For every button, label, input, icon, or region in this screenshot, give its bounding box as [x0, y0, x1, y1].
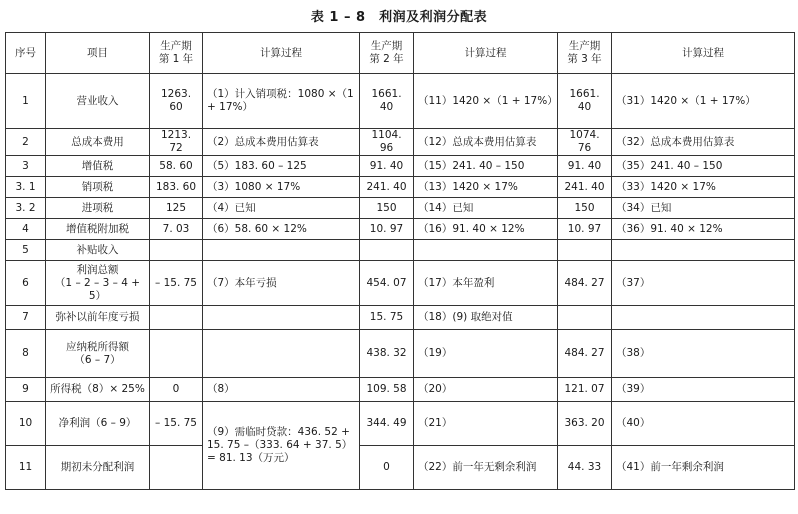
cell-year-1 [150, 240, 203, 261]
cell-year-1 [150, 330, 203, 378]
cell-calc-2: （21） [414, 402, 558, 446]
cell-calc-2: （11）1420 ×（1 + 17%） [414, 74, 558, 129]
cell-calc-3 [612, 306, 795, 330]
cell-item: 增值税 [46, 156, 150, 177]
cell-year-3: 1661. 40 [558, 74, 612, 129]
header-year-2: 生产期 第 2 年 [360, 33, 414, 74]
cell-seq: 10 [6, 402, 46, 446]
cell-calc-2: （14）已知 [414, 198, 558, 219]
table-row [6, 261, 795, 306]
cell-seq: 5 [6, 240, 46, 261]
cell-year-1: 58. 60 [150, 156, 203, 177]
cell-calc-1 [203, 306, 360, 330]
cell-year-1: 1263. 60 [150, 74, 203, 129]
cell-year-2: 1104. 96 [360, 129, 414, 156]
cell-year-2: 1661. 40 [360, 74, 414, 129]
cell-calc-1: （4）已知 [203, 198, 360, 219]
cell-calc-3: （37） [612, 261, 795, 306]
cell-calc-3: （35）241. 40 – 150 [612, 156, 795, 177]
cell-item: 净利润（6 – 9） [46, 402, 150, 446]
header-calc-2: 计算过程 [414, 33, 558, 74]
table-row [6, 330, 795, 378]
cell-year-3: 484. 27 [558, 261, 612, 306]
cell-seq: 3. 2 [6, 198, 46, 219]
cell-year-3: 150 [558, 198, 612, 219]
table-row [6, 74, 795, 129]
cell-calc-1: （3）1080 × 17% [203, 177, 360, 198]
cell-calc-3: （39） [612, 378, 795, 402]
cell-calc-2: （12）总成本费用估算表 [414, 129, 558, 156]
cell-seq: 11 [6, 446, 46, 490]
cell-year-3: 484. 27 [558, 330, 612, 378]
cell-calc-1: （6）58. 60 × 12% [203, 219, 360, 240]
cell-calc-1: （2）总成本费用估算表 [203, 129, 360, 156]
table-row [6, 240, 795, 261]
table-row [6, 129, 795, 156]
cell-calc-2: （19） [414, 330, 558, 378]
cell-calc-2: （22）前一年无剩余利润 [414, 446, 558, 490]
cell-year-1 [150, 446, 203, 490]
cell-year-1: – 15. 75 [150, 402, 203, 446]
cell-seq: 9 [6, 378, 46, 402]
cell-calc-2: （13）1420 × 17% [414, 177, 558, 198]
cell-year-3: 91. 40 [558, 156, 612, 177]
cell-year-2 [360, 240, 414, 261]
cell-year-2: 91. 40 [360, 156, 414, 177]
cell-year-2: 0 [360, 446, 414, 490]
cell-year-2: 454. 07 [360, 261, 414, 306]
cell-item: 营业收入 [46, 74, 150, 129]
cell-year-2: 10. 97 [360, 219, 414, 240]
profit-distribution-table [5, 32, 795, 490]
header-row [6, 33, 795, 74]
cell-calc-3: （41）前一年剩余利润 [612, 446, 795, 490]
cell-calc-3: （36）91. 40 × 12% [612, 219, 795, 240]
cell-year-3: 44. 33 [558, 446, 612, 490]
cell-year-2: 241. 40 [360, 177, 414, 198]
cell-calc-1-merged: （9）需临时贷款：436. 52 + 15. 75 –（333. 64 + 37. 5）= 81. 13（万元） [203, 402, 360, 490]
header-seq: 序号 [6, 33, 46, 74]
table-row [6, 378, 795, 402]
cell-year-1: 7. 03 [150, 219, 203, 240]
cell-seq: 6 [6, 261, 46, 306]
cell-calc-3: （40） [612, 402, 795, 446]
cell-year-3: 363. 20 [558, 402, 612, 446]
cell-calc-3: （31）1420 ×（1 + 17%） [612, 74, 795, 129]
cell-item: 利润总额 （1 – 2 – 3 – 4 + 5） [46, 261, 150, 306]
cell-year-3: 121. 07 [558, 378, 612, 402]
cell-item: 所得税（8）× 25% [46, 378, 150, 402]
table-row [6, 446, 795, 490]
cell-item: 补贴收入 [46, 240, 150, 261]
header-calc-1: 计算过程 [203, 33, 360, 74]
cell-calc-2: （20） [414, 378, 558, 402]
cell-year-1: 125 [150, 198, 203, 219]
cell-calc-3 [612, 240, 795, 261]
cell-calc-2: （16）91. 40 × 12% [414, 219, 558, 240]
cell-year-1: 1213. 72 [150, 129, 203, 156]
table-row [6, 402, 795, 446]
table-row [6, 306, 795, 330]
cell-item: 弥补以前年度亏损 [46, 306, 150, 330]
cell-seq: 3 [6, 156, 46, 177]
cell-calc-3: （34）已知 [612, 198, 795, 219]
cell-item: 销项税 [46, 177, 150, 198]
cell-item: 总成本费用 [46, 129, 150, 156]
cell-calc-1: （8） [203, 378, 360, 402]
cell-calc-1: （5）183. 60 – 125 [203, 156, 360, 177]
cell-seq: 1 [6, 74, 46, 129]
cell-seq: 3. 1 [6, 177, 46, 198]
table-title: 表 1 – 8 利润及利润分配表 [310, 10, 488, 25]
cell-calc-2 [414, 240, 558, 261]
cell-item: 增值税附加税 [46, 219, 150, 240]
table-row [6, 198, 795, 219]
cell-year-1 [150, 306, 203, 330]
cell-year-3: 1074. 76 [558, 129, 612, 156]
cell-calc-3: （33）1420 × 17% [612, 177, 795, 198]
cell-year-1: 183. 60 [150, 177, 203, 198]
cell-calc-3: （32）总成本费用估算表 [612, 129, 795, 156]
cell-year-3 [558, 306, 612, 330]
cell-year-3: 241. 40 [558, 177, 612, 198]
cell-year-2: 109. 58 [360, 378, 414, 402]
header-year-1: 生产期 第 1 年 [150, 33, 203, 74]
cell-year-2: 150 [360, 198, 414, 219]
header-item: 项目 [46, 33, 150, 74]
cell-calc-1: （1）计入销项税：1080 ×（1 + 17%） [203, 74, 360, 129]
cell-calc-2: （17）本年盈利 [414, 261, 558, 306]
table-row [6, 219, 795, 240]
header-year-3: 生产期 第 3 年 [558, 33, 612, 74]
cell-calc-2: （15）241. 40 – 150 [414, 156, 558, 177]
cell-year-2: 15. 75 [360, 306, 414, 330]
header-calc-3: 计算过程 [612, 33, 795, 74]
cell-year-2: 438. 32 [360, 330, 414, 378]
cell-calc-3: （38） [612, 330, 795, 378]
cell-seq: 7 [6, 306, 46, 330]
table-row [6, 177, 795, 198]
table-row [6, 156, 795, 177]
cell-year-2: 344. 49 [360, 402, 414, 446]
cell-calc-2: （18）(9) 取绝对值 [414, 306, 558, 330]
cell-seq: 2 [6, 129, 46, 156]
cell-year-1: – 15. 75 [150, 261, 203, 306]
cell-year-3 [558, 240, 612, 261]
cell-item: 进项税 [46, 198, 150, 219]
cell-seq: 4 [6, 219, 46, 240]
cell-calc-1 [203, 330, 360, 378]
cell-calc-1 [203, 240, 360, 261]
cell-year-1: 0 [150, 378, 203, 402]
cell-year-3: 10. 97 [558, 219, 612, 240]
cell-seq: 8 [6, 330, 46, 378]
cell-item: 应纳税所得额 （6 – 7） [46, 330, 150, 378]
cell-calc-1: （7）本年亏损 [203, 261, 360, 306]
cell-item: 期初未分配利润 [46, 446, 150, 490]
